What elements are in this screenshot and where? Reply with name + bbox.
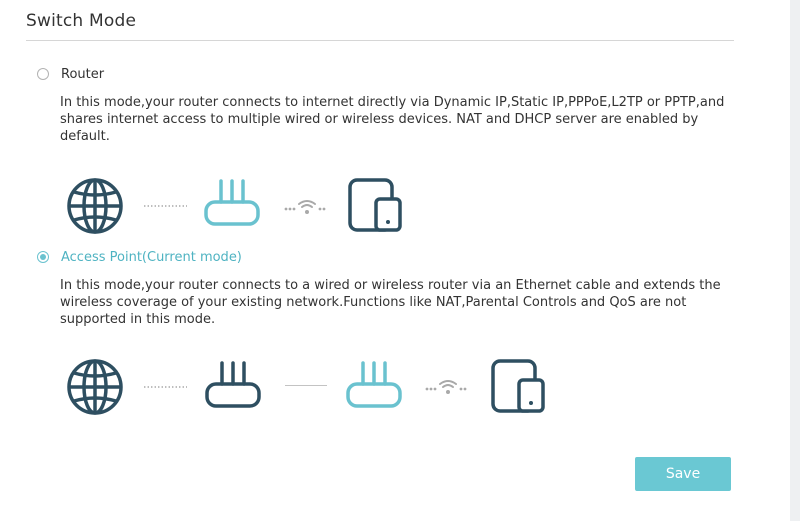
page-title: Switch Mode — [26, 11, 137, 31]
router-mode-radio[interactable] — [37, 68, 49, 80]
wifi-icon — [425, 376, 469, 396]
access-point-mode-radio[interactable] — [37, 251, 49, 263]
globe-icon — [66, 177, 124, 235]
device-icon — [347, 177, 403, 233]
globe-icon — [66, 358, 124, 416]
title-divider — [26, 40, 734, 41]
access-point-mode-description: In this mode,your router connects to a wired or wireless router via an Ethernet cable and extends the wireless coverage of your existing network.Functions like NAT,Parental Controls and QoS are not supported in this mode. — [60, 278, 721, 327]
save-button[interactable]: Save — [635, 457, 731, 491]
access-point-mode-label[interactable]: Access Point(Current mode) — [61, 249, 242, 265]
router-icon — [345, 360, 403, 410]
router-mode-description: In this mode,your router connects to internet directly via Dynamic IP,Static IP,PPPoE,L2TP or PPTP,and shares internet access to multiple wired or wireless devices. NAT and DHCP server are enabled by default. — [60, 95, 725, 144]
dotted-connector — [143, 205, 187, 207]
router-icon — [203, 178, 261, 228]
dotted-connector — [143, 386, 187, 388]
access-point-mode-option[interactable] — [37, 249, 242, 265]
device-icon — [490, 358, 546, 414]
wired-connector — [285, 385, 327, 386]
router-mode-label[interactable]: Router — [61, 66, 105, 82]
router-icon — [204, 360, 262, 410]
scrollbar-track[interactable] — [790, 0, 800, 521]
wifi-icon — [284, 196, 328, 216]
router-mode-option[interactable] — [37, 66, 104, 82]
